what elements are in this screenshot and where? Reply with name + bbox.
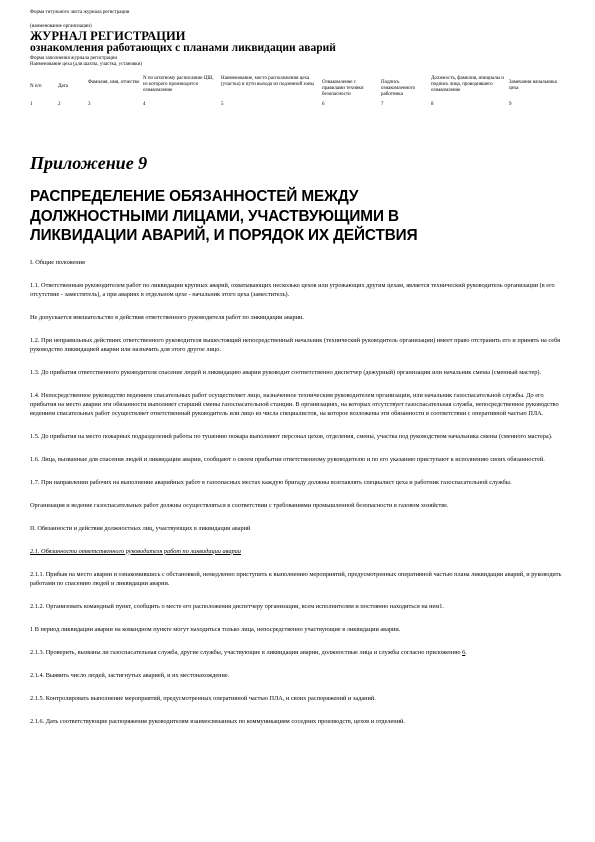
column-number: 4 [143, 102, 146, 107]
form-date-line-1: Форма заполнения журнала регистрации [30, 56, 118, 61]
paragraph-note: Не допускается вмешательство в действия ответственного руководителя работ по ликвидации аварии. [30, 313, 304, 321]
form-top-note: Форма титульного листа журнала регистрации [30, 10, 130, 15]
column-number: 6 [322, 102, 325, 107]
paragraph-1-5: 1.5. До прибытия на место пожарных подразделений работы по тушению пожара выполняют персонал цехов, отделения, смены, участка под руководством начальника смены (сменного мастера). [30, 432, 553, 440]
journal-subtitle: ознакомления работающих с планами ликвидации аварий [30, 42, 336, 54]
column-header: Должность, фамилия, инициалы и подпись лица, проводившего ознакомление [431, 76, 504, 93]
organization-label: (наименование организации) [30, 24, 92, 29]
section-2-title: II. Обязанности и действия должностных лиц, участвующих в ликвидации аварий [30, 524, 251, 532]
column-number: 5 [221, 102, 224, 107]
paragraph-1-2: 1.2. При неправильных действиях ответственного руководителя вышестоящий непосредственный начальник (технический руководитель организации) имеет право отстранить его и принять на себя руководство ликвидацией аварии или назначить для этого другое лицо. [30, 336, 561, 353]
paragraph-2-1-3 [30, 648, 570, 657]
paragraph-2-1-2: 2.1.2. Организовать командный пункт, сообщить о месте его расположения диспетчеру организации, всем исполнителям и постоянно находиться на нем1. [30, 602, 444, 610]
subsection-2-1-title: 2.1. Обязанности ответственного руководителя работ по ликвидации аварии [30, 547, 241, 555]
heading-line: РАСПРЕДЕЛЕНИЕ ОБЯЗАННОСТЕЙ МЕЖДУ [30, 188, 359, 205]
journal-table-header [30, 76, 570, 98]
main-heading [30, 187, 570, 246]
column-header: N п/п [30, 84, 42, 89]
column-header: N по штатному расписанию ЦШ, из которого производится ознакомление [143, 76, 214, 93]
paragraph-1-3: 1.3. До прибытия ответственного руководителя спасение людей и ликвидацию аварии руководит соответственно диспетчер (дежурный) организации или начальник смены (сменный мастер). [30, 368, 542, 376]
heading-line: ЛИКВИДАЦИИ АВАРИЙ, И ПОРЯДОК ИХ ДЕЙСТВИЯ [30, 227, 418, 244]
column-number: 7 [381, 102, 384, 107]
column-number: 2 [58, 102, 61, 107]
paragraph-2-1-3-text: 2.1.3. Проверить, вызваны ли газоспасательная служба, другие службы, участвующие в ликвидации аварии, должностные лица и службы согласно приложению [30, 648, 463, 656]
column-header: Замечания начальника цеха [509, 80, 557, 91]
paragraph-2-1-6: 2.1.6. Дать соответствующие распоряжения руководителям взаимосвязанных по коммуникациям соседних производств, цехов и отделений. [30, 717, 405, 725]
paragraph-organization: Организация и ведение газоспасательных работ должны осуществляться в соответствии с требованиями промышленной безопасности в газовом хозяйстве. [30, 501, 449, 509]
paragraph-2-1-5: 2.1.5. Контролировать выполнение мероприятий, предусмотренных оперативной частью ПЛА, и своих распоряжений и заданий. [30, 694, 376, 702]
journal-title: ЖУРНАЛ РЕГИСТРАЦИИ [30, 29, 186, 43]
paragraph-command-post-footnote: 1 В период ликвидации аварии на командном пункте могут находиться только лица, непосредственно участвующие в ликвидации аварии. [30, 625, 401, 633]
column-number: 1 [30, 102, 33, 107]
appendix-title: Приложение 9 [30, 153, 148, 173]
column-number: 3 [88, 102, 91, 107]
column-header: Фамилия, имя, отчество [88, 80, 140, 85]
paragraph-1-7: 1.7. При направлении рабочих на выполнение аварийных работ в газоопасных местах каждую бригаду должны возглавлять специалист цеха и работник газоспасательной службы. [30, 478, 512, 486]
document-page [30, 10, 570, 740]
column-header: Дата [58, 84, 68, 89]
column-header: Ознакомление с правилами техники безопасности [322, 80, 364, 97]
paragraph-2-1-1: 2.1.1. Прибыв на место аварии и ознакомившись с обстановкой, немедленно приступить к выполнению мероприятий, предусмотренных оперативной частью плана ликвидации аварий, и руководить работами по спасению людей и ликвидации аварии. [30, 570, 562, 587]
appendix-6-link[interactable]: 6 [462, 648, 466, 656]
form-date-line-2: Наименование цеха (для шахты, участка, установки) [30, 62, 143, 67]
paragraph-2-1-3-end: . [465, 648, 467, 656]
column-header: Подпись ознакомленного работника [381, 80, 416, 97]
paragraph-1-4: 1.4. Непосредственное руководство ведением спасательных работ осуществляет лицо, назначенное техническим руководителем организации, или начальник газоспасательной службы. До его прибытия на место аварии эти обязанности выполняет старший смены газоспасательной станции. В организациях, на которых отсутствует газоспасательная служба, непосредственное руководство ведением спасательных работ осуществляет ответственный руководитель или лицо из числа специалистов, на которое возложены эти обязанности в соответствии с оперативной частью ПЛА. [30, 391, 559, 417]
heading-line: ДОЛЖНОСТНЫМИ ЛИЦАМИ, УЧАСТВУЮЩИМИ В [30, 207, 399, 225]
column-number: 9 [509, 102, 512, 107]
column-header: Наименование, место расположения цеха (участка) и пути выхода из подземной зоны [221, 76, 314, 87]
paragraph-2-1-4: 2.1.4. Выявить число людей, застигнутых аварией, и их местонахождение. [30, 671, 230, 679]
column-number: 8 [431, 102, 434, 107]
paragraph-1-1: 1.1. Ответственным руководителем работ по ликвидации крупных аварий, охватывающих несколько цехов или угрожающих другим цехам, является технический руководитель организации (в его отсутствие - заместитель), а при авариях в отдельном цехе - начальник этого цеха (заместитель). [30, 281, 555, 298]
paragraph-1-6: 1.6. Лица, вызванные для спасения людей и ликвидации аварии, сообщают о своем прибытии ответственному руководителю и по его указанию приступают к исполнению своих обязанностей. [30, 455, 545, 463]
journal-table-numbers [30, 102, 570, 108]
section-1-title: I. Общие положения [30, 258, 85, 266]
